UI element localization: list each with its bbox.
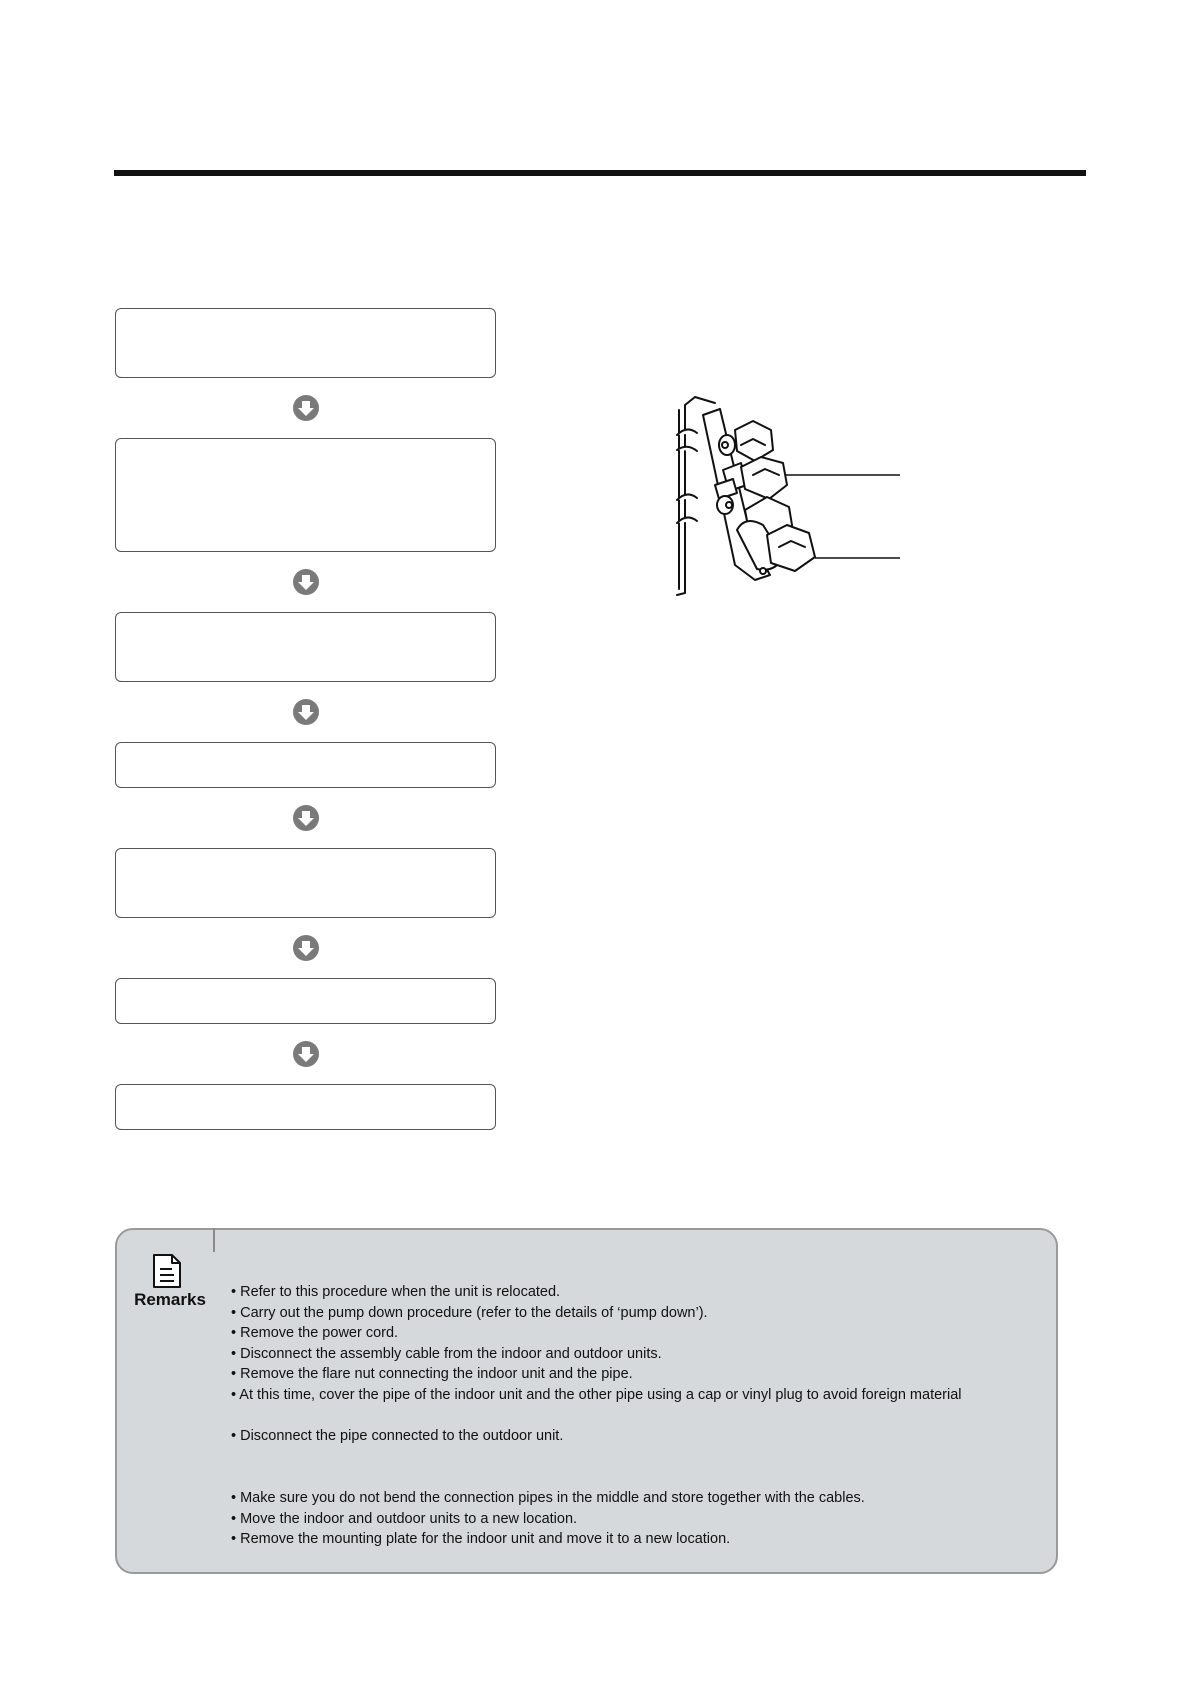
flow-step-1 — [115, 308, 496, 378]
flow-step-4 — [115, 742, 496, 788]
list-item: • Disconnect the assembly cable from the indoor and outdoor units. — [231, 1345, 662, 1362]
arrow-down-circle-icon — [292, 804, 320, 832]
list-item: • Move the indoor and outdoor units to a new location. — [231, 1510, 578, 1527]
document-icon — [152, 1253, 182, 1289]
list-item: • Remove the power cord. — [231, 1325, 399, 1342]
arrow-down-circle-icon — [292, 1040, 320, 1068]
remarks-list — [231, 1282, 1041, 1550]
list-item: • Carry out the pump down procedure (refer to the details of ‘pump down’). — [231, 1304, 708, 1321]
list-item: • Remove the mounting plate for the indoor unit and move it to a new location. — [231, 1531, 731, 1548]
list-item: • Refer to this procedure when the unit is relocated. — [231, 1284, 561, 1300]
list-item: • Remove the flare nut connecting the indoor unit and the pipe. — [231, 1366, 633, 1383]
flow-step-2 — [115, 438, 496, 552]
remarks-title: Remarks — [134, 1290, 206, 1309]
flow-step-7 — [115, 1084, 496, 1130]
arrow-down-circle-icon — [292, 934, 320, 962]
flow-step-6 — [115, 978, 496, 1024]
section-header-rule — [114, 170, 1086, 176]
arrow-down-circle-icon — [292, 394, 320, 422]
flow-step-3 — [115, 612, 496, 682]
flow-step-5 — [115, 848, 496, 918]
list-item: • At this time, cover the pipe of the indoor unit and the other pipe using a cap or vinyl plug to avoid foreign material — [231, 1386, 962, 1403]
service-valve-illustration — [675, 375, 900, 600]
list-item: • Disconnect the pipe connected to the outdoor unit. — [231, 1428, 564, 1445]
list-item: • Make sure you do not bend the connection pipes in the middle and store together with the cables. — [231, 1489, 865, 1506]
arrow-down-circle-icon — [292, 568, 320, 596]
remarks-divider — [213, 1228, 215, 1252]
arrow-down-circle-icon — [292, 698, 320, 726]
